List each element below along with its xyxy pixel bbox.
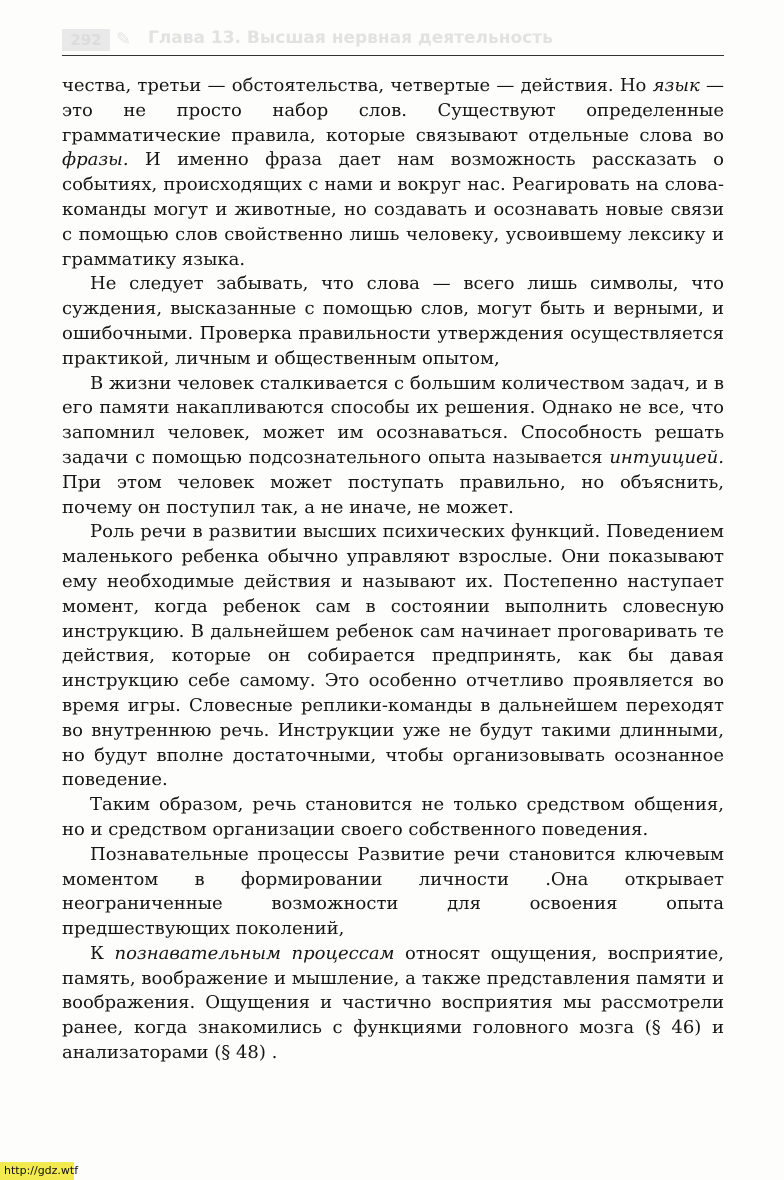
paragraph: В жизни человек сталкивается с большим количеством задач, и в его памяти накапливаются способы их решения. Однако не все, что запомнил человек, может им осознаваться. Способность решать задачи с помощью подсознательного опыта называется интуицией. При этом человек может поступать правильно, но объяснить, почему он поступил так, а не иначе, не может.	[62, 372, 724, 518]
paragraph: К познавательным процессам относят ощущения, восприятие, память, воображение и мышление, а также представления памяти и воображения. Ощущения и частично восприятия мы рассмотрели ранее, когда знакомились с функциями головного мозга (§ 46) и анализаторами (§ 48) .	[62, 942, 725, 1064]
italic-term: фразы.	[62, 149, 129, 171]
header-rule	[62, 55, 724, 56]
paragraph: Роль речи в развитии высших психических функций. Поведением маленького ребенка обычно управляют взрослые. Они показывают ему необходимые действия и называют их. Постепенно наступает момент, когда ребенок сам в состоянии выполнить словесную инструкцию. В дальнейшем ребенок сам начинает проговаривать те действия, которые он собирается предпринять, как бы давая инструкцию себе самому. Это особенно отчетливо проявляется во время игры. Словесные реплики-команды в дальнейшем переходят во внутреннюю речь. Инструкции уже не будут такими длинными, но будут вполне достаточными, чтобы организовывать осознанное поведение.	[62, 521, 724, 791]
running-title: Глава 13. Высшая нервная деятельность	[148, 28, 553, 48]
running-header	[62, 24, 724, 56]
italic-term: познавательным процессам	[114, 942, 395, 964]
watermark-link[interactable]: http://gdz.wtf	[0, 1162, 74, 1180]
paragraph: Таким образом, речь становится не только средством общения, но и средством организации своего собственного поведения.	[62, 794, 724, 840]
paragraph: чества, третьи — обстоятельства, четвертые — действия. Но язык — это не просто набор слов. Существуют определенные грамматические правила, которые связывают отдельные слова во фразы. И именно фраза дает нам возможность рассказать о событиях, происходящих с нами и вокруг нас. Реагировать на слова-команды могут и животные, но создавать и осознавать новые связи с помощью слов свойственно лишь человеку, усвоившему лексику и грамматику языка.	[62, 75, 724, 270]
italic-term: интуицией.	[609, 446, 724, 468]
paragraph: Познавательные процессы Развитие речи становится ключевым моментом в формировании личности .Она открывает неограниченные возможности для освоения опыта предшествующих поколений,	[62, 843, 724, 940]
paragraph: Не следует забывать, что слова — всего лишь символы, что суждения, высказанные с помощью слов, могут быть и верными, и ошибочными. Проверка правильности утверждения осуществляется практикой, личным и общественным опытом,	[62, 273, 724, 369]
pencil-logo-icon: ✎	[116, 29, 132, 50]
page-number: 292	[62, 29, 110, 51]
page-body	[62, 74, 724, 1066]
italic-term: язык	[652, 75, 700, 96]
